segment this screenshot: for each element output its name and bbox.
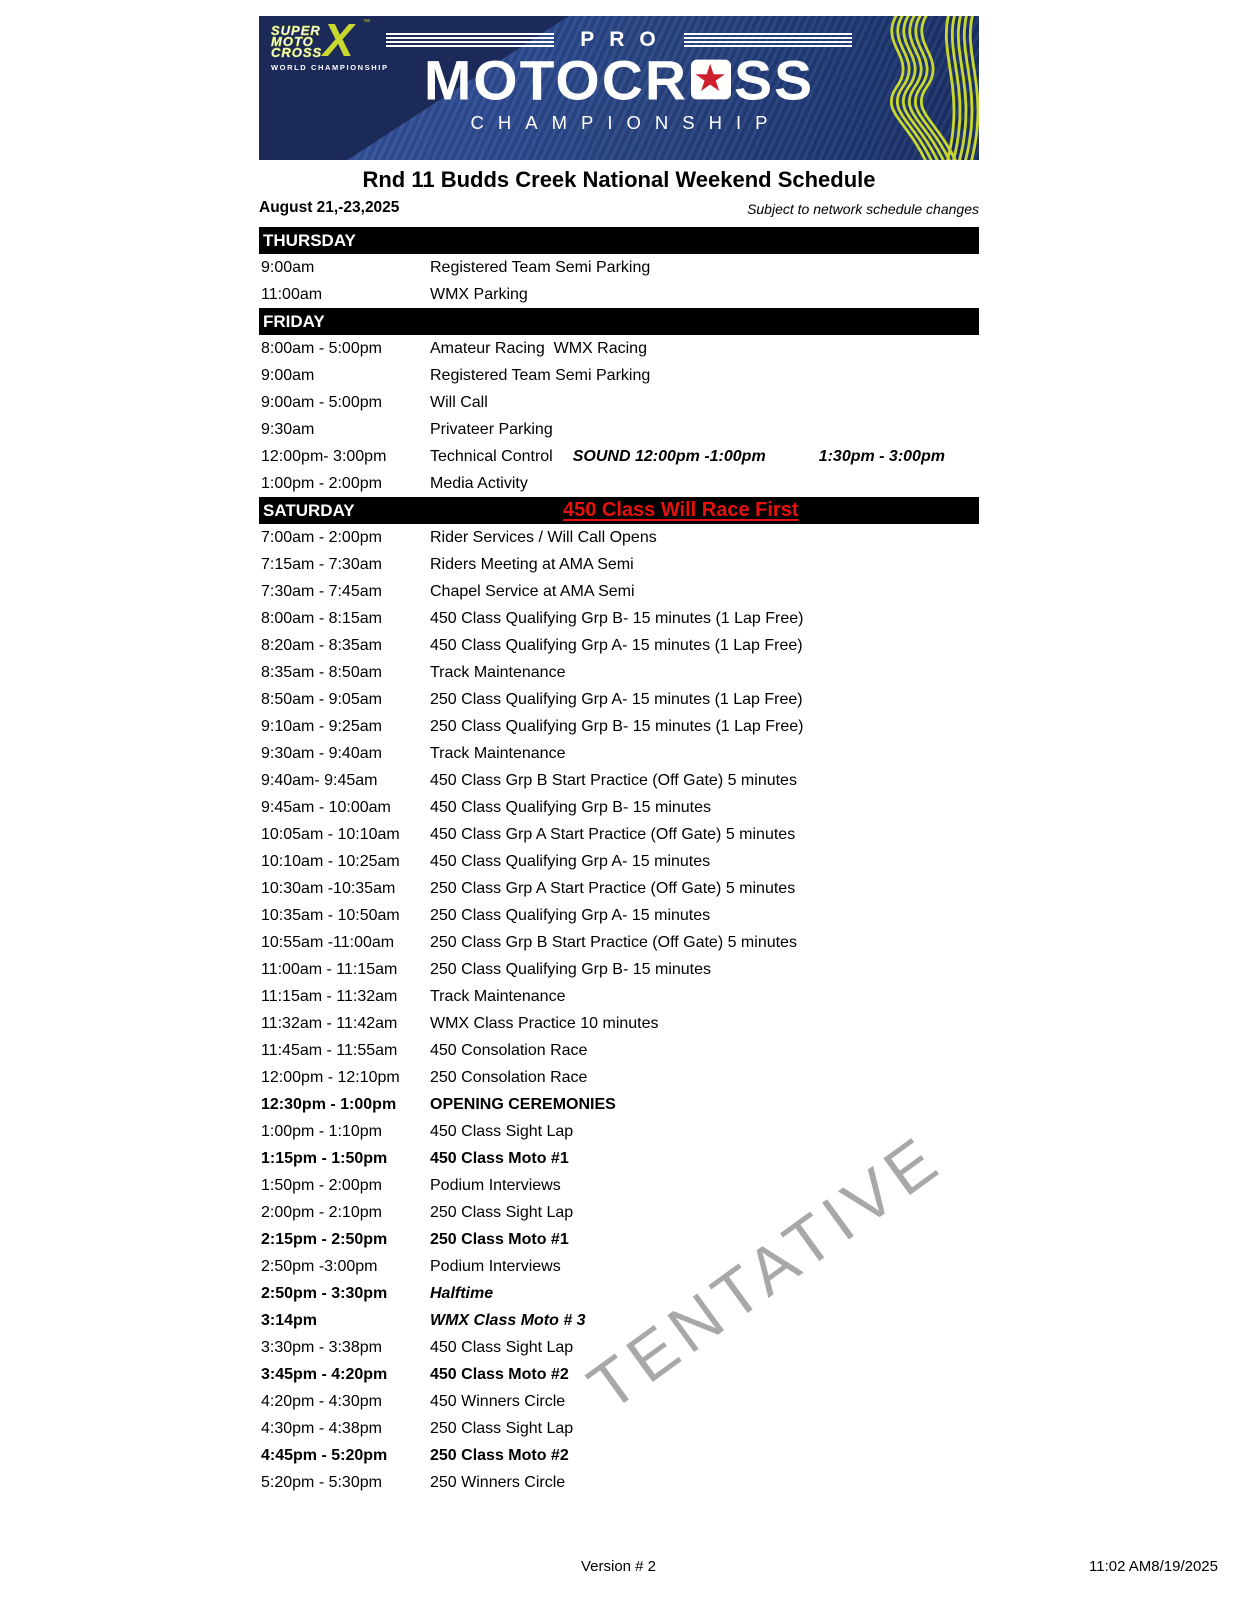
schedule-row — [259, 767, 979, 794]
schedule-row — [259, 956, 979, 983]
schedule-row — [259, 1226, 979, 1253]
row-time: 11:00am — [261, 286, 323, 303]
schedule — [259, 227, 979, 1496]
row-desc: 450 Class Sight Lap — [430, 1339, 574, 1356]
smx-wordstack — [271, 25, 441, 58]
schedule-row — [259, 1064, 979, 1091]
day-section — [259, 308, 979, 497]
day-header — [259, 497, 979, 524]
row-time: 9:30am — [261, 421, 315, 438]
row-time: 1:50pm - 2:00pm — [261, 1177, 382, 1194]
schedule-row — [259, 1253, 979, 1280]
day-label: THURSDAY — [263, 231, 356, 250]
schedule-row — [259, 848, 979, 875]
row-time: 10:30am -10:35am — [261, 880, 396, 897]
row-desc: Rider Services / Will Call Opens — [430, 529, 657, 546]
row-desc: 250 Class Qualifying Grp A- 15 minutes (1 Lap Free) — [430, 691, 803, 708]
row-desc: Media Activity — [430, 475, 528, 492]
schedule-row — [259, 713, 979, 740]
schedule-row — [259, 1388, 979, 1415]
schedule-row — [259, 470, 979, 497]
schedule-row — [259, 686, 979, 713]
day-section — [259, 227, 979, 308]
row-desc: 450 Consolation Race — [430, 1042, 588, 1059]
promotocross-banner — [259, 16, 979, 160]
schedule-row — [259, 1037, 979, 1064]
row-time: 11:45am - 11:55am — [261, 1042, 398, 1059]
footer-timestamp: 11:02 AM8/19/2025 — [1089, 1558, 1218, 1575]
row-time: 3:45pm - 4:20pm — [261, 1366, 388, 1383]
row-desc: 450 Winners Circle — [430, 1393, 566, 1410]
row-desc: Privateer Parking — [430, 421, 553, 438]
schedule-row — [259, 1307, 979, 1334]
schedule-row — [259, 1469, 979, 1496]
row-desc: Podium Interviews — [430, 1258, 561, 1275]
row-time: 12:00pm - 12:10pm — [261, 1069, 400, 1086]
smx-x-icon: X — [323, 16, 354, 66]
schedule-row — [259, 416, 979, 443]
row-desc: 450 Class Qualifying Grp A- 15 minutes — [430, 853, 711, 870]
smx-subtitle: WORLD CHAMPIONSHIP — [271, 63, 389, 72]
row-desc-emphasis: 1:30pm - 3:00pm — [818, 448, 945, 465]
row-time: 3:30pm - 3:38pm — [261, 1339, 382, 1356]
row-time: 10:10am - 10:25am — [261, 853, 400, 870]
schedule-row — [259, 389, 979, 416]
row-desc: Registered Team Semi Parking — [430, 259, 651, 276]
row-desc: WMX Class Moto # 3 — [430, 1312, 586, 1329]
motocross-right: SS — [734, 49, 815, 113]
schedule-row — [259, 1361, 979, 1388]
row-desc: Will Call — [430, 394, 488, 411]
row-desc: 250 Class Moto #1 — [430, 1231, 569, 1248]
day-section — [259, 497, 979, 1496]
row-desc: 450 Class Sight Lap — [430, 1123, 574, 1140]
tentative-watermark: TENTATIVE — [574, 1119, 956, 1425]
row-desc: 450 Class Grp B Start Practice (Off Gate) 5 minutes — [430, 772, 797, 789]
row-desc: Track Maintenance — [430, 664, 566, 681]
motocross-left: MOTOCR — [423, 49, 689, 113]
schedule-row — [259, 740, 979, 767]
row-time: 4:45pm - 5:20pm — [261, 1447, 388, 1464]
row-desc: WMX Parking — [430, 286, 528, 303]
event-dates: August 21,-23,2025 — [259, 199, 400, 216]
schedule-row — [259, 1091, 979, 1118]
row-desc: Amateur Racing WMX Racing — [430, 340, 647, 357]
row-time: 9:00am — [261, 259, 315, 276]
row-desc: 250 Class Sight Lap — [430, 1204, 574, 1221]
row-desc: 250 Class Moto #2 — [430, 1447, 569, 1464]
trademark-symbol: ™ — [363, 19, 370, 26]
schedule-row — [259, 929, 979, 956]
day-rows — [259, 254, 979, 308]
row-desc: 250 Class Grp A Start Practice (Off Gate) 5 minutes — [430, 880, 796, 897]
schedule-row — [259, 578, 979, 605]
schedule-row — [259, 1118, 979, 1145]
pro-label: PRO — [580, 28, 671, 51]
row-time: 10:05am - 10:10am — [261, 826, 400, 843]
schedule-row — [259, 362, 979, 389]
schedule-row — [259, 443, 979, 470]
row-time: 9:45am - 10:00am — [261, 799, 391, 816]
day-rows — [259, 335, 979, 497]
championship-label: CHAMPIONSHIP — [470, 112, 782, 133]
schedule-row — [259, 1010, 979, 1037]
footer-version: Version # 2 — [580, 1558, 657, 1575]
row-time: 2:00pm - 2:10pm — [261, 1204, 382, 1221]
day-label: SATURDAY — [263, 501, 355, 520]
row-desc: 250 Class Qualifying Grp A- 15 minutes — [430, 907, 711, 924]
row-desc: 450 Class Qualifying Grp B- 15 minutes (1 Lap Free) — [430, 610, 804, 627]
row-time: 9:40am- 9:45am — [261, 772, 378, 789]
row-time: 9:00am - 5:00pm — [261, 394, 382, 411]
day-rows — [259, 524, 979, 1496]
schedule-row — [259, 335, 979, 362]
schedule-row — [259, 1415, 979, 1442]
day-header — [259, 308, 979, 335]
row-time: 12:00pm- 3:00pm — [261, 448, 387, 465]
star-o-icon — [691, 60, 731, 100]
schedule-row — [259, 794, 979, 821]
row-time: 11:00am - 11:15am — [261, 961, 398, 978]
row-time: 10:35am - 10:50am — [261, 907, 400, 924]
row-time: 9:10am - 9:25am — [261, 718, 382, 735]
row-time: 8:50am - 9:05am — [261, 691, 382, 708]
row-desc: 450 Class Grp A Start Practice (Off Gate) 5 minutes — [430, 826, 796, 843]
schedule-row — [259, 1145, 979, 1172]
schedule-row — [259, 281, 979, 308]
schedule-row — [259, 1199, 979, 1226]
row-desc: 450 Class Qualifying Grp A- 15 minutes (1 Lap Free) — [430, 637, 803, 654]
row-desc: 450 Class Moto #1 — [430, 1150, 569, 1167]
row-desc: 250 Winners Circle — [430, 1474, 566, 1491]
day-header — [259, 227, 979, 254]
schedule-row — [259, 524, 979, 551]
schedule-row — [259, 605, 979, 632]
schedule-row — [259, 632, 979, 659]
row-desc: 250 Class Sight Lap — [430, 1420, 574, 1437]
row-time: 8:20am - 8:35am — [261, 637, 382, 654]
row-time: 5:20pm - 5:30pm — [261, 1474, 382, 1491]
date-row — [259, 199, 979, 217]
row-time: 7:00am - 2:00pm — [261, 529, 382, 546]
row-desc: Podium Interviews — [430, 1177, 561, 1194]
row-desc: WMX Class Practice 10 minutes — [430, 1015, 659, 1032]
row-time: 11:32am - 11:42am — [261, 1015, 398, 1032]
row-time: 4:30pm - 4:38pm — [261, 1420, 382, 1437]
row-desc: 450 Class Qualifying Grp B- 15 minutes — [430, 799, 712, 816]
row-time: 2:15pm - 2:50pm — [261, 1231, 388, 1248]
schedule-note: Subject to network schedule changes — [747, 201, 979, 217]
day-highlight: 450 Class Will Race First — [563, 499, 799, 521]
row-time: 8:00am - 5:00pm — [261, 340, 382, 357]
row-time: 10:55am -11:00am — [261, 934, 395, 951]
row-desc: 250 Class Qualifying Grp B- 15 minutes — [430, 961, 712, 978]
schedule-row — [259, 1442, 979, 1469]
row-time: 9:00am — [261, 367, 315, 384]
schedule-row — [259, 1334, 979, 1361]
schedule-row — [259, 1172, 979, 1199]
smx-word-super: SUPER — [271, 23, 321, 38]
row-desc: 450 Class Moto #2 — [430, 1366, 569, 1383]
row-time: 8:35am - 8:50am — [261, 664, 382, 681]
row-time: 7:30am - 7:45am — [261, 583, 382, 600]
row-desc: 250 Consolation Race — [430, 1069, 588, 1086]
schedule-row — [259, 254, 979, 281]
row-desc: Track Maintenance — [430, 745, 566, 762]
row-desc: Registered Team Semi Parking — [430, 367, 651, 384]
schedule-row — [259, 659, 979, 686]
schedule-row — [259, 875, 979, 902]
row-time: 1:00pm - 1:10pm — [261, 1123, 382, 1140]
row-time: 2:50pm - 3:30pm — [261, 1285, 388, 1302]
schedule-row — [259, 983, 979, 1010]
row-time: 1:00pm - 2:00pm — [261, 475, 382, 492]
row-desc-emphasis: SOUND 12:00pm -1:00pm — [572, 448, 766, 465]
row-desc: Track Maintenance — [430, 988, 566, 1005]
day-label: FRIDAY — [263, 312, 325, 331]
supermotocross-logo — [271, 16, 441, 72]
row-time: 8:00am - 8:15am — [261, 610, 382, 627]
row-time: 1:15pm - 1:50pm — [261, 1150, 388, 1167]
schedule-row — [259, 902, 979, 929]
row-time: 9:30am - 9:40am — [261, 745, 382, 762]
speed-lines-right-icon — [684, 33, 852, 47]
row-time: 2:50pm -3:00pm — [261, 1258, 378, 1275]
schedule-row — [259, 551, 979, 578]
page-title: Rnd 11 Budds Creek National Weekend Schedule — [362, 167, 876, 192]
row-desc: OPENING CEREMONIES — [430, 1096, 616, 1113]
red-star-icon: ★ — [694, 59, 728, 97]
row-desc: Technical Control SOUND 12:00pm -1:00pm 1:30pm - 3:00pm — [430, 443, 945, 470]
row-desc: Riders Meeting at AMA Semi — [430, 556, 634, 573]
row-time: 3:14pm — [261, 1312, 318, 1329]
schedule-row — [259, 1280, 979, 1307]
row-time: 12:30pm - 1:00pm — [261, 1096, 397, 1113]
row-time: 7:15am - 7:30am — [261, 556, 382, 573]
smx-word-cross: CROSS — [271, 45, 323, 60]
smx-word-moto: MOTO — [271, 34, 314, 49]
row-desc: 250 Class Qualifying Grp B- 15 minutes (1 Lap Free) — [430, 718, 804, 735]
row-desc: Halftime — [430, 1285, 494, 1302]
row-desc: 250 Class Grp B Start Practice (Off Gate) 5 minutes — [430, 934, 797, 951]
row-time: 4:20pm - 4:30pm — [261, 1393, 382, 1410]
document-content — [259, 16, 979, 1496]
schedule-row — [259, 821, 979, 848]
row-time: 11:15am - 11:32am — [261, 988, 398, 1005]
row-desc: Chapel Service at AMA Semi — [430, 583, 635, 600]
